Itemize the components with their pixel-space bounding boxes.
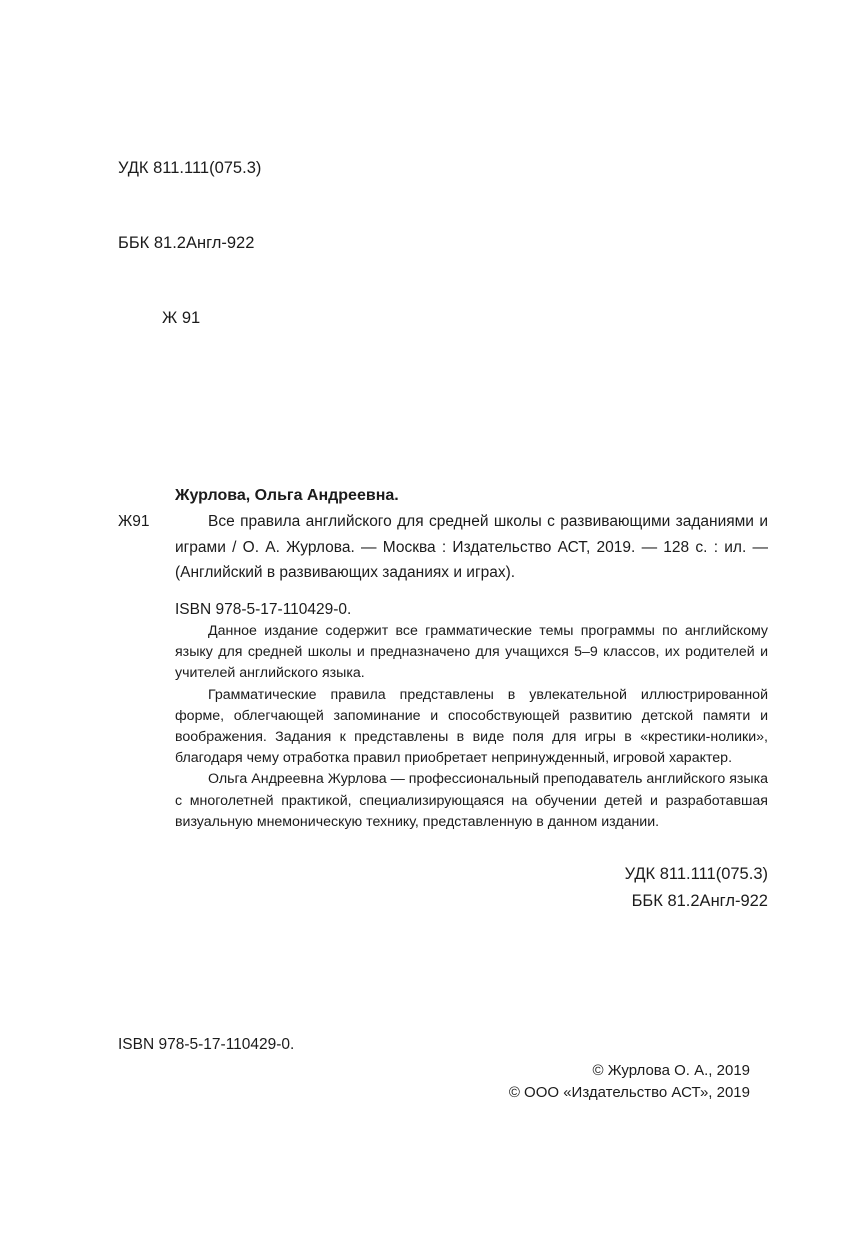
annotation-block <box>175 621 768 833</box>
annotation-paragraph-3: Ольга Андреевна Журлова — профессиональный преподаватель английского языка с многолетней практикой, специализирующаяся на обучении детей и разработавшая визуальную мнемоническую технику, представленную в данном издании. <box>175 771 768 830</box>
record-shelf-mark: Ж91 <box>118 513 150 530</box>
author-heading: Журлова, Ольга Андреевна. <box>175 487 399 504</box>
classification-block-repeat <box>368 861 768 915</box>
record-isbn: ISBN 978-5-17-110429-0. <box>175 600 352 618</box>
udk-code-repeat: УДК 811.111(075.3) <box>624 865 768 883</box>
copyright-author: © Журлова О. А., 2019 <box>592 1062 750 1079</box>
bibliographic-record <box>118 483 768 622</box>
classification-block-top <box>118 106 261 381</box>
record-body <box>175 483 768 622</box>
shelf-mark-top: Ж 91 <box>162 309 201 327</box>
annotation-paragraph-1: Данное издание содержит все грамматические темы программы по английскому языку для средней школы и предназначено для учащихся 5–9 классов, их родителей и учителей английского языка. <box>175 623 768 682</box>
copyright-block <box>350 1060 750 1104</box>
bbk-code-repeat: ББК 81.2Англ-922 <box>631 892 768 910</box>
copyright-publisher: © ООО «Издательство АСТ», 2019 <box>508 1084 750 1101</box>
footer-isbn: ISBN 978-5-17-110429-0. <box>118 1036 295 1053</box>
record-description: Все правила английского для средней школы с развивающими заданиями и играми / О. А. Журлова. — Москва : Издательство АСТ, 2019. — 128 с. : ил. — (Английский в развивающих заданиях и играх). <box>175 513 768 581</box>
bbk-code-top: ББК 81.2Англ-922 <box>118 234 255 252</box>
udk-code-top: УДК 811.111(075.3) <box>118 159 262 177</box>
annotation-paragraph-2: Грамматические правила представлены в увлекательной иллюстрированной форме, облегчающей запоминание и способствующей развитию детской памяти и воображения. Задания к представлены в виде поля для игры в «крестики-нолики», благодаря чему отработка правил приобретает непринужденный, игровой характер. <box>175 686 768 767</box>
